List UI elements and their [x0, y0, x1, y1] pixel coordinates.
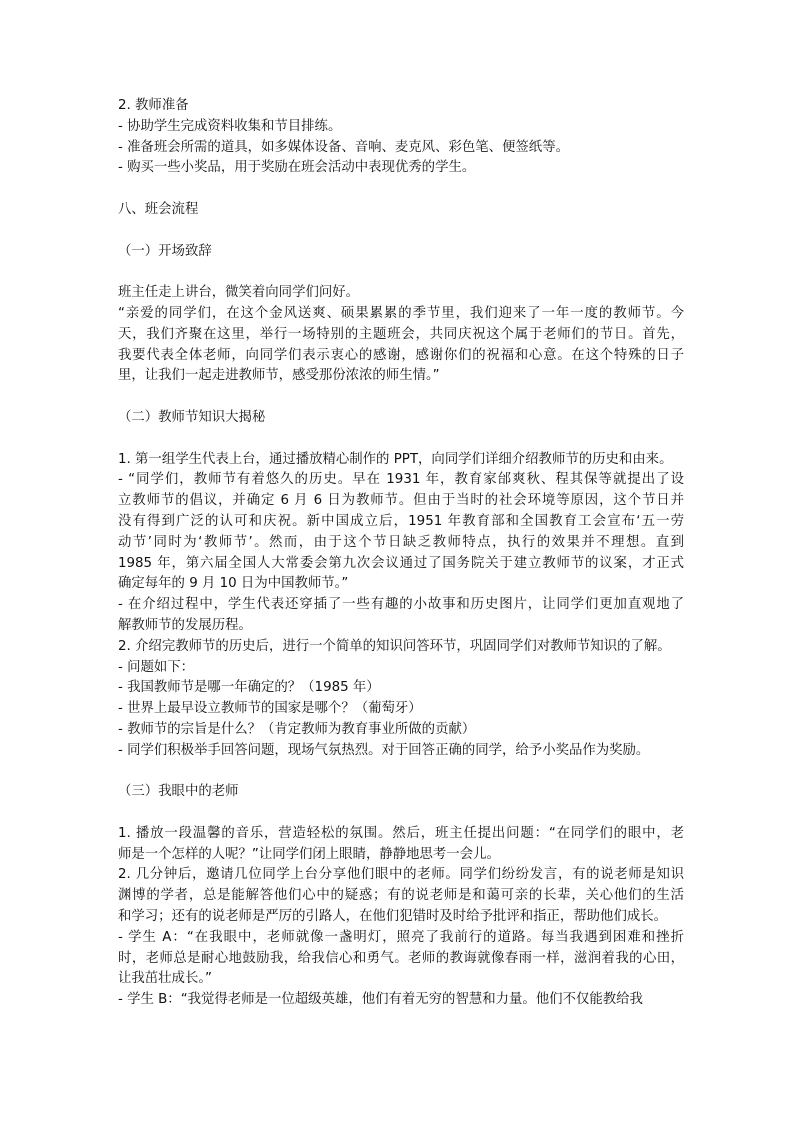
section-heading — [118, 782, 684, 803]
document-page — [118, 96, 684, 1011]
text-line: 2. 教师准备 — [118, 98, 189, 113]
text-line: 让我茁壮成长。” — [118, 971, 212, 987]
section-heading — [118, 408, 684, 429]
heading-text: （三）我眼中的老师 — [118, 784, 239, 800]
heading-text: （二）教师节知识大揭秘 — [118, 409, 266, 425]
text-line: 没有得到广泛的认可和庆祝。新中国成立后，1951 年教育部和全国教育工会宣布‘五一劳 — [118, 513, 684, 529]
text-line: - 我国教师节是哪一年确定的？（1985 年） — [118, 680, 380, 696]
text-line: - “同学们，教师节有着悠久的历史。早在 1931 年，教育家邰爽秋、程其保等就提出了设 — [118, 472, 684, 488]
text-line: 班主任走上讲台，微笑着向同学们问好。 — [118, 285, 360, 301]
text-line: - 学生 A：“在我眼中，老师就像一盏明灯，照亮了我前行的道路。每当我遇到困难和挫折 — [118, 929, 684, 945]
heading-text: （一）开场致辞 — [118, 243, 212, 259]
text-line: 动节’同时为‘教师节’。然而，由于这个节日缺乏教师特点，执行的效果并不理想。直到 — [118, 534, 684, 550]
text-line: - 学生 B：“我觉得老师是一位超级英雄，他们有着无穷的智慧和力量。他们不仅能教给我 — [118, 992, 643, 1008]
paragraph-gap — [118, 762, 684, 783]
text-line: 确定每年的 9 月 10 日为中国教师节。” — [118, 576, 349, 592]
paragraph-gap — [118, 221, 684, 242]
paragraph-gap — [118, 429, 684, 450]
text-line: - 在介绍过程中，学生代表还穿插了一些有趣的小故事和历史图片，让同学们更加直观地了 — [118, 597, 684, 613]
text-line: 1985 年，第六届全国人大常委会第九次会议通过了国务院关于建立教师节的议案，才正式 — [118, 555, 684, 571]
text-line: 2. 几分钟后，邀请几位同学上台分享他们眼中的老师。同学们纷纷发言，有的说老师是知识 — [118, 867, 684, 883]
text-line: 我要代表全体老师，向同学们表示衷心的感谢，感谢你们的祝福和心意。在这个特殊的日子 — [118, 347, 684, 363]
text-line: - 购买一些小奖品，用于奖励在班会活动中表现优秀的学生。 — [118, 160, 476, 176]
text-line: 立教师节的倡议，并确定 6 月 6 日为教师节。但由于当时的社会环境等原因，这个节日并 — [118, 493, 684, 509]
text-line: - 问题如下： — [118, 659, 195, 675]
paragraph-gap — [118, 262, 684, 283]
text-line: 2. 介绍完教师节的历史后，进行一个简单的知识问答环节，巩固同学们对教师节知识的了解。 — [118, 638, 671, 654]
text-line: - 世界上最早设立教师节的国家是哪个？（葡萄牙） — [118, 701, 422, 717]
text-line: 1. 播放一段温馨的音乐，营造轻松的氛围。然后，班主任提出问题：“在同学们的眼中，老 — [118, 825, 684, 841]
paragraph-gap — [118, 803, 684, 824]
text-line: 时，老师总是耐心地鼓励我，给我信心和勇气。老师的教诲就像春雨一样，滋润着我的心田， — [118, 950, 684, 966]
text-line: - 教师节的宗旨是什么？（肯定教师为教育事业所做的贡献） — [118, 721, 476, 737]
paragraph-block — [118, 824, 684, 1011]
text-line: 解教师节的发展历程。 — [118, 617, 252, 633]
section-heading — [118, 242, 684, 263]
paragraph-block — [118, 450, 684, 762]
text-line: - 协助学生完成资料收集和节目排练。 — [118, 118, 342, 134]
text-line: - 同学们积极举手回答问题，现场气氛热烈。对于回答正确的同学，给予小奖品作为奖励。 — [118, 742, 650, 758]
section-heading — [118, 200, 684, 221]
paragraph-block — [118, 96, 684, 179]
text-line: 1. 第一组学生代表上台，通过播放精心制作的 PPT，向同学们详细介绍教师节的历史和由来。 — [118, 451, 673, 467]
heading-text: 八、班会流程 — [118, 201, 199, 217]
text-line: 天，我们齐聚在这里，举行一场特别的主题班会，共同庆祝这个属于老师们的节日。首先， — [118, 326, 684, 342]
text-line: 渊博的学者，总是能解答他们心中的疑惑；有的说老师是和蔼可亲的长辈，关心他们的生活 — [118, 888, 684, 904]
paragraph-gap — [118, 179, 684, 200]
text-line: - 准备班会所需的道具，如多媒体设备、音响、麦克风、彩色笔、便签纸等。 — [118, 139, 569, 155]
text-line: 和学习；还有的说老师是严厉的引路人，在他们犯错时及时给予批评和指正，帮助他们成长。 — [118, 909, 668, 925]
text-line: 里，让我们一起走进教师节，感受那份浓浓的师生情。” — [118, 368, 440, 384]
text-line: 师是一个怎样的人呢？”让同学们闭上眼睛，静静地思考一会儿。 — [118, 846, 500, 862]
paragraph-block — [118, 283, 684, 387]
paragraph-gap — [118, 387, 684, 408]
text-line: “亲爱的同学们，在这个金风送爽、硕果累累的季节里，我们迎来了一年一度的教师节。今 — [118, 305, 684, 321]
